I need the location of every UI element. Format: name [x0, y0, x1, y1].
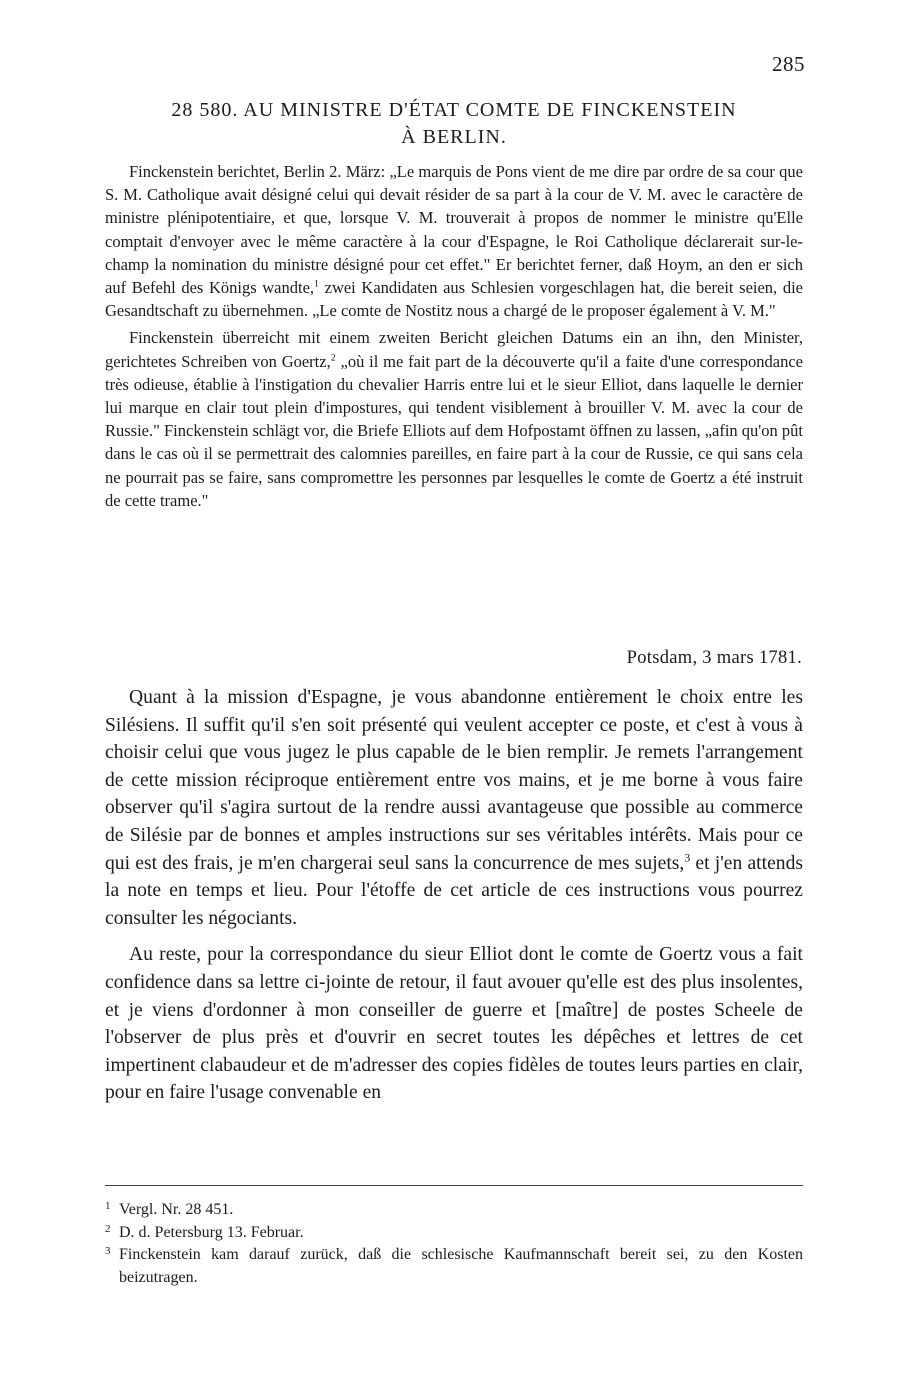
footnote-text-1: Vergl. Nr. 28 451. — [119, 1201, 234, 1218]
dateline: Potsdam, 3 mars 1781. — [626, 648, 802, 668]
footnote-text-2: D. d. Petersburg 13. Februar. — [119, 1223, 304, 1241]
footnotes — [105, 1199, 803, 1289]
footnote-mark-3: 3 — [105, 1245, 111, 1257]
footnote-2 — [105, 1222, 803, 1245]
heading-line-2: À BERLIN. — [401, 126, 507, 148]
summary-paragraph-1 — [105, 160, 803, 322]
summary-p2-rest: „où il me fait part de la découverte qu'il a faite d'une correspondance très odieuse, établie à l'instigation du chevalier Harris entre lui et le sieur Elliot, dans laquelle le dernier lui marque en clair tout plein d'impostures, qui tendent visiblement à brouiller V. M. avec la cour de Russie." Finckenstein schlägt vor, die Briefe Elliots auf dem Hofpostamt öffnen zu lassen, „afin qu'on pût dans le cas où il se permettrait des calomnies pareilles, en faire part à la cour de Russie, ce qui sans cela ne pourrait pas se faire, sans compromettre les personnes par lesquelles le comte de Goertz a été instruit de cette trame." — [105, 351, 803, 510]
heading-line-1: 28 580. AU MINISTRE D'ÉTAT COMTE DE FINCKENSTEIN — [171, 99, 737, 121]
footnote-ref-2: 2 — [330, 352, 336, 364]
body-p1-text: Quant à la mission d'Espagne, je vous abandonne entièrement le choix entre les Silésiens. Il suffit qu'il s'en soit présenté qui veulent accepter ce poste, et c'est à vous à choisir celui que vous jugez le plus capable de le bien remplir. Je remets l'arrangement de cette mission réciproque entièrement entre vos mains, et je me borne à vous faire observer qu'il s'agira surtout de la rendre aussi avantageuse que possible au commerce de Silésie par de bonnes et amples instructions sur ses véritables intérêts. Mais pour ce qui est des frais, je m'en chargerai seul sans la concurrence de mes sujets, — [105, 687, 803, 874]
footnote-3 — [105, 1244, 803, 1289]
summary-p2-text: Finckenstein überreicht mit einem zweiten Bericht gleichen Datums ein an ihn, den Minister, gerichtetes Schreiben von Goertz, — [105, 328, 803, 371]
footnote-text-3: Finckenstein kam darauf zurück, daß die schlesische Kaufmannschaft bereit sei, zu den Kosten beizutragen. — [119, 1246, 803, 1286]
letter-body — [105, 684, 803, 1107]
footnote-mark-2: 2 — [105, 1222, 111, 1235]
page-number: 285 — [772, 52, 805, 76]
body-paragraph-1 — [105, 684, 803, 932]
summary-p1-text: Finckenstein berichtet, Berlin 2. März: „Le marquis de Pons vient de me dire par ordre de sa cour que S. M. Catholique avait désigné celui qui devait résider de sa part à la cour de V. M. avec le caractère de ministre plénipotentiaire, et que, lorsque V. M. trouverait à propos de nommer le ministre qu'Elle comptait d'envoyer avec le même caractère à la cour d'Espagne, le Roi Catholique déclarerait sur-le-champ la nomination du ministre désigné pour cet effet." Er berichtet ferner, daß Hoym, an den er sich auf Befehl des Königs wandte, — [105, 162, 803, 298]
footnote-ref-1: 1 — [314, 278, 319, 290]
summary-p1-rest: zwei Kandidaten aus Schlesien vorgeschlagen hat, die bereit seien, die Gesandtschaft zu übernehmen. „Le comte de Nostitz nous a chargé de le proposer également à V. M." — [105, 278, 803, 321]
letter-heading — [105, 97, 803, 151]
footnote-1 — [105, 1199, 803, 1222]
footnote-mark-1: 1 — [105, 1200, 111, 1212]
body-paragraph-2: Au reste, pour la correspondance du sieur Elliot dont le comte de Goertz vous a fait confidence dans sa lettre ci-jointe de retour, il faut avouer qu'elle est des plus insolentes, et je viens d'ordonner à mon conseiller de guerre et [maître] de postes Scheele de l'observer de plus près et d'ouvrir en secret toutes les dépêches et lettres de cet impertinent clabaudeur et de m'adresser des copies fidèles de toutes leurs parties en clair, pour en faire l'usage convenable en — [105, 944, 803, 1104]
footnote-ref-3: 3 — [684, 851, 691, 865]
body-p1-rest: et j'en attends la note en temps et lieu. Pour l'étoffe de cet article de ces instructions vous pourrez consulter les négociants. — [105, 852, 803, 929]
summary-block — [105, 160, 803, 512]
summary-paragraph-2 — [105, 326, 803, 512]
footnote-divider — [105, 1185, 803, 1186]
